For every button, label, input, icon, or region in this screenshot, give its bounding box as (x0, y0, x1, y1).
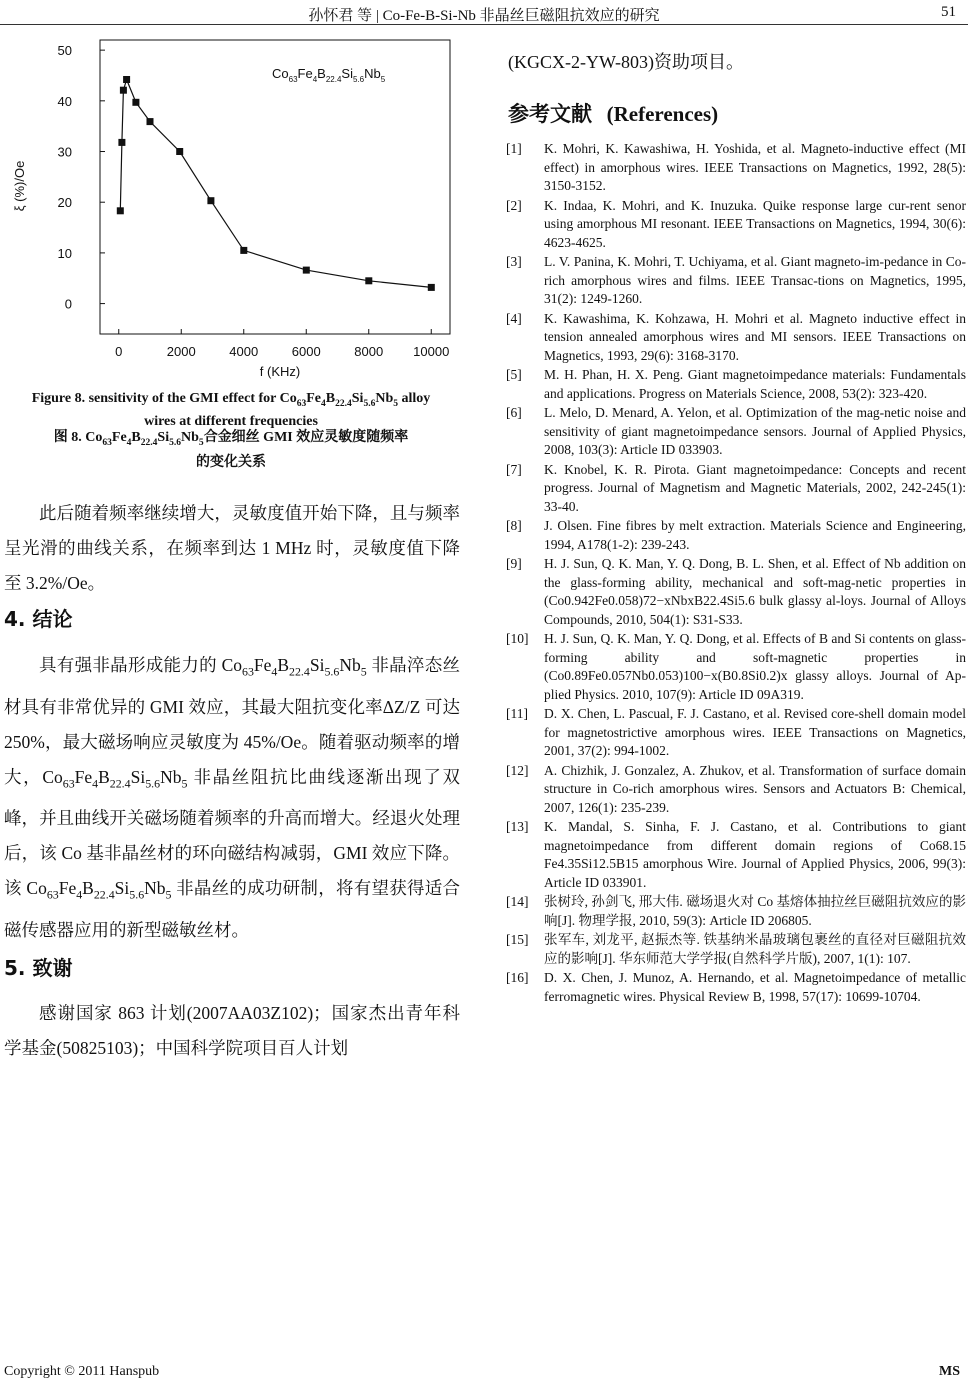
reference-item (506, 555, 966, 629)
reference-text: 张树玲, 孙剑飞, 邢大伟. 磁场退火对 Co 基熔体抽拉丝巨磁阻抗效应的影响[J]. 物理学报, 2010, 59(3): Article ID 206805. (544, 894, 966, 928)
reference-item (506, 762, 966, 818)
reference-number: [14] (506, 894, 529, 909)
reference-number: [5] (506, 367, 522, 382)
data-point (132, 99, 139, 106)
reference-text: K. Kawashima, K. Kohzawa, H. Mohri et al. Magneto inductive effect in tension annealed amorphous wires and MI sensors. IEEE Transactions on Magnetics, 1993, 29(6): 3168-3170. (544, 310, 966, 363)
reference-number: [15] (506, 932, 529, 947)
reference-text: A. Chizhik, J. Gonzalez, A. Zhukov, et al. Transformation of surface domain structure in Co-rich amorphous wires. Sensors and Actuators B: Chemical, 2007, 126(1): 235-239. (544, 762, 966, 815)
reference-item (506, 366, 966, 403)
chart-legend: $Co_{63}Fe_4B_{22.4}Si_{5.6}Nb_5$ (272, 66, 386, 84)
x-tick-label: 8000 (354, 344, 384, 359)
reference-item (506, 517, 966, 554)
reference-item (506, 197, 966, 253)
reference-number: [12] (506, 762, 529, 778)
page-header (0, 4, 968, 26)
reference-text: H. J. Sun, Q. K. Man, Y. Q. Dong, et al. Effects of B and Si contents on glass-forming ability and soft-magnetic properties in (Co0.89Fe0.057Nb0.053)100−x(B0.8Si0.2)x glassy alloys. Journal of Ap-plied Physics. 2010, 107(9): Article ID 09A319. (544, 631, 966, 702)
reference-number: [6] (506, 405, 522, 420)
data-point (120, 87, 127, 94)
page-footer (4, 1364, 964, 1380)
reference-text: K. Knobel, K. R. Pirota. Giant magnetoimpedance: Concepts and recent progress. Journal of Magnetism and Magnetic Materials, 2002, 242-245(1): 33-40. (544, 461, 966, 514)
section-heading-conclusion: 4. 结论 (4, 607, 73, 631)
reference-item (506, 253, 966, 309)
plot-frame (100, 40, 450, 334)
reference-number: [2] (506, 197, 522, 213)
figure-caption-en: Figure 8. sensitivity of the GMI effect for $Co_{63}Fe_4B_{22.4}Si_{5.6}Nb_5$ alloy wires at different frequencies (31, 391, 431, 429)
journal-abbrev: MS (939, 1364, 960, 1379)
section-heading-acknowledgement: 5. 致谢 (4, 956, 73, 980)
data-point (147, 118, 154, 125)
funding-continuation: (KGCX-2-YW-803)资助项目。 (508, 52, 744, 72)
reference-item (506, 140, 966, 196)
reference-text: M. H. Phan, H. X. Peng. Giant magnetoimpedance materials: Fundamentals and applications. Progress on Materials Science, 2008, 53(2): 323-420. (544, 367, 966, 401)
reference-item (506, 461, 966, 517)
reference-text: D. X. Chen, L. Pascual, F. J. Castano, et al. Revised core-shell domain model for magnetostrictive amorphous wires. IEEE Transactions on Magnetics, 2001, 37(2): 994-1002. (544, 706, 966, 758)
x-tick-label: 10000 (413, 344, 450, 359)
reference-number: [7] (506, 461, 522, 477)
page-number: 51 (941, 4, 956, 20)
data-point (123, 76, 130, 83)
reference-list (506, 140, 966, 1007)
data-point (176, 148, 183, 155)
reference-item (506, 404, 966, 460)
x-tick-label: 0 (115, 344, 123, 359)
reference-text: K. Indaa, K. Mohri, and K. Inuzuka. Quike response large cur-rent senor using amorphous MI resonant. IEEE Transactions on Magnetics, 1994, 30(6): 4623-4625. (544, 197, 966, 250)
references-heading: 参考文献 (References) (508, 102, 719, 126)
header-rule (0, 24, 968, 25)
reference-number: [4] (506, 310, 522, 326)
paragraph-frequency: 此后随着频率继续增大，灵敏度值开始下降，且与频率呈光滑的曲线关系，在频率到达 1 MHz 时，灵敏度值下降至 3.2%/Oe。 (4, 503, 460, 593)
reference-number: [3] (506, 254, 522, 269)
y-tick-label: 10 (57, 245, 72, 261)
x-tick-label: 2000 (166, 344, 196, 359)
y-tick-label: 50 (57, 43, 72, 59)
gmi-sensitivity-chart (4, 36, 456, 386)
data-point (428, 284, 435, 291)
paragraph-acknowledgement: 感谢国家 863 计划(2007AA03Z102)；国家杰出青年科学基金(50825103)；中国科学院项目百人计划 (4, 1003, 460, 1058)
reference-item (506, 630, 966, 704)
running-title: 孙怀君 等 | Co-Fe-B-Si-Nb 非晶丝巨磁阻抗效应的研究 (308, 8, 660, 24)
y-axis-label: ξ (%)/Oe (12, 160, 27, 212)
reference-item (506, 818, 966, 892)
reference-number: [9] (506, 556, 522, 571)
x-tick-label: 6000 (291, 344, 321, 359)
reference-number: [11] (506, 706, 528, 721)
reference-item (506, 310, 966, 366)
data-point (303, 267, 310, 274)
x-axis-label: f (KHz) (259, 364, 301, 379)
y-tick-label: 0 (64, 296, 72, 312)
data-point (365, 277, 372, 284)
reference-text: H. J. Sun, Q. K. Man, Y. Q. Dong, B. L. Shen, et al. Effect of Nb addition on the glass-forming ability, mechanical and soft-mag-netic properties in (Co0.942Fe0.058)72−xNbxB22.4Si5.6 bulk glassy al-loys. Journal of Alloys Compounds, 2010, 504(1): S31-S33. (544, 556, 966, 627)
reference-text: 张军车, 刘龙平, 赵振杰等. 铁基纳米晶玻璃包裹丝的直径对巨磁阻抗效应的影响[J]. 华东师范大学学报(自然科学片版), 2007, 1(1): 107. (544, 932, 966, 966)
reference-item (506, 969, 966, 1006)
x-tick-label: 4000 (229, 344, 259, 359)
reference-item (506, 931, 966, 968)
reference-number: [13] (506, 819, 529, 834)
series-line (120, 80, 431, 288)
reference-text: K. Mandal, S. Sinha, F. J. Castano, et al. Contributions to giant magnetoimpedance from different domain regions of Co68.15 Fe4.35Si12.5B15 amorphous Wire. Journal of Applied Physics, 2006, 99(3): Article ID 033901. (544, 819, 966, 890)
reference-text: K. Mohri, K. Kawashiwa, H. Yoshida, et al. Magneto-inductive effect (MI effect) in amorphous wires. IEEE Transactions on Magnetics, 1992, 28(5): 3150-3152. (544, 141, 966, 193)
reference-item (506, 893, 966, 930)
data-point (240, 247, 247, 254)
reference-text: L. V. Panina, K. Mohri, T. Uchiyama, et al. Giant magneto-im-pedance in Co-rich amorphous wires and films. IEEE Transac-tions on Magnetics, 1995, 31(2): 1249-1260. (544, 254, 966, 306)
reference-text: J. Olsen. Fine fibres by melt extraction. Materials Science and Engineering, 1994, A178(1-2): 239-243. (544, 518, 966, 552)
data-point (207, 197, 214, 204)
data-point (118, 139, 125, 146)
y-tick-label: 20 (57, 195, 72, 211)
reference-number: [8] (506, 518, 522, 533)
y-tick-label: 30 (57, 144, 72, 160)
copyright: Copyright © 2011 Hanspub (4, 1364, 160, 1379)
reference-number: [16] (506, 970, 529, 985)
reference-number: [10] (506, 631, 529, 646)
figure-caption-cn: 图 8. $Co_{63}Fe_4B_{22.4}Si_{5.6}Nb_5$合金细丝 GMI 效应灵敏度随频率 的变化关系 (53, 430, 409, 470)
reference-text: L. Melo, D. Menard, A. Yelon, et al. Optimization of the mag-netic noise and sensitivity of giant magnetoimpedance sensors. Journal of Applied Physics, 2008, 103(3): Article ID 033903. (544, 405, 966, 457)
paragraph-conclusion: 具有强非晶形成能力的 $Co_{63}Fe_4B_{22.4}Si_{5.6}Nb_5$ 非晶淬态丝材具有非常优异的 GMI 效应，其最大阻抗变化率ΔZ/Z 可达 250%，最大磁场响应灵敏度为 45%/Oe。随着驱动频率的增大，$Co_{63}Fe_4B_{22.4}Si_{5.6}Nb_5$ 非晶丝阻抗比曲线逐渐出现了双峰，并且曲线开关磁场随着频率的升高而增大。经退火处理后，该 Co 基非晶丝材的环向磁结构减弱，GMI 效应下降。该 $Co_{63}Fe_4B_{22.4}Si_{5.6}Nb_5$ 非晶丝的成功研制，将有望获得适合磁传感器应用的新型磁敏丝材。 (4, 655, 461, 940)
reference-item (506, 705, 966, 761)
reference-text: D. X. Chen, J. Munoz, A. Hernando, et al. Magnetoimpedance of metallic ferromagnetic wires. Physical Review B, 1998, 57(17): 10699-10704. (544, 970, 966, 1004)
data-point (117, 207, 124, 214)
y-tick-label: 40 (57, 93, 72, 109)
reference-number: [1] (506, 141, 522, 156)
